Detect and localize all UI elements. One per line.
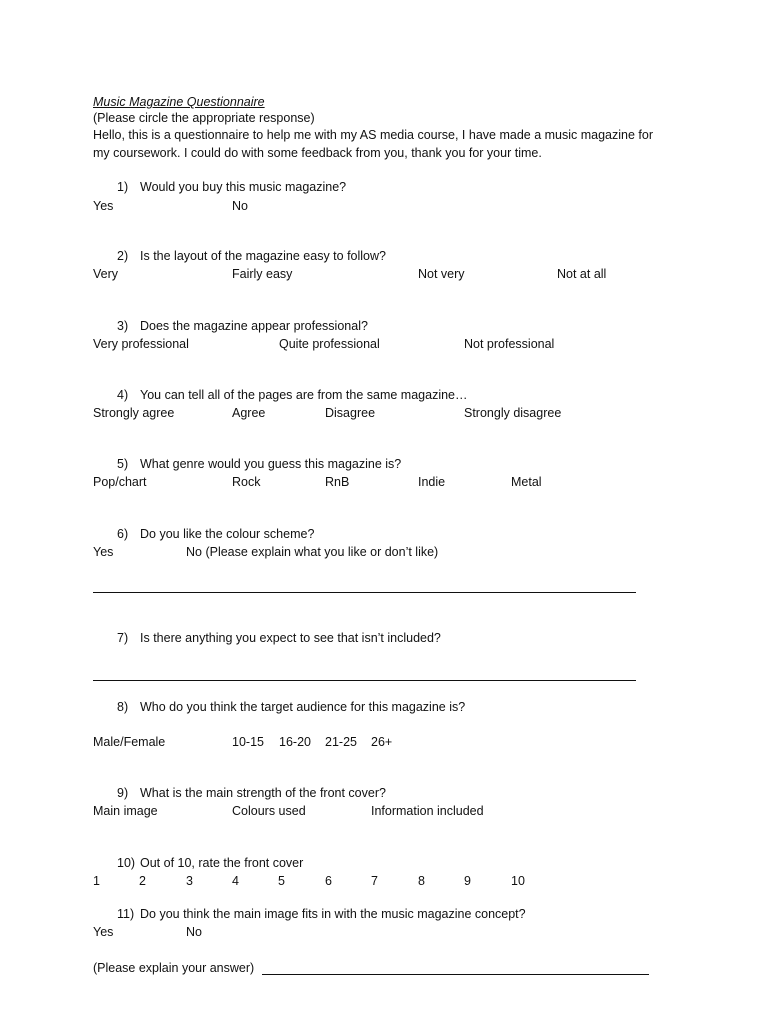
question-10-option-5[interactable]: 5: [278, 874, 285, 888]
question-2-option-very[interactable]: Very: [93, 267, 119, 281]
question-1-option-yes[interactable]: Yes: [93, 199, 114, 213]
question-10-option-8[interactable]: 8: [418, 874, 425, 888]
question-9-option-information-included[interactable]: Information included: [371, 804, 484, 818]
question-5-option-rock[interactable]: Rock: [232, 475, 261, 489]
question-5-option-indie[interactable]: Indie: [418, 475, 446, 489]
question-10-option-9[interactable]: 9: [464, 874, 471, 888]
question-4-number: 4): [117, 388, 129, 402]
question-4-option-strongly-agree[interactable]: Strongly agree: [93, 406, 175, 420]
question-3-number: 3): [117, 319, 129, 333]
question-6-text: Do you like the colour scheme?: [140, 527, 315, 541]
question-8-option-21-25[interactable]: 21-25: [325, 735, 357, 749]
question-3-option-quite-professional[interactable]: Quite professional: [279, 337, 380, 351]
question-8-option-16-20[interactable]: 16-20: [279, 735, 311, 749]
question-5-option-pop-chart[interactable]: Pop/chart: [93, 475, 147, 489]
question-1-text: Would you buy this music magazine?: [140, 180, 347, 194]
question-8-option-26-plus[interactable]: 26+: [371, 735, 393, 749]
question-9-number: 9): [117, 786, 129, 800]
question-7-answer-line[interactable]: [93, 680, 636, 681]
question-3-option-very-professional[interactable]: Very professional: [93, 337, 189, 351]
question-6-answer-line[interactable]: [93, 592, 636, 593]
question-10-option-6[interactable]: 6: [325, 874, 332, 888]
question-11-number: 11): [117, 907, 135, 921]
question-10-option-3[interactable]: 3: [186, 874, 193, 888]
question-5-number: 5): [117, 457, 129, 471]
question-5-option-rnb[interactable]: RnB: [325, 475, 350, 489]
question-2-option-not-at-all[interactable]: Not at all: [557, 267, 607, 281]
question-1-option-no[interactable]: No: [232, 199, 248, 213]
question-10-number: 10): [117, 856, 136, 870]
explain-answer-line[interactable]: [262, 974, 649, 975]
question-11-option-yes[interactable]: Yes: [93, 925, 114, 939]
question-10-text: Out of 10, rate the front cover: [140, 856, 304, 870]
question-8-text: Who do you think the target audience for this magazine is?: [140, 700, 466, 714]
intro-line-1: Hello, this is a questionnaire to help me with my AS media course, I have made a music magazine for: [93, 128, 653, 142]
question-3-option-not-professional[interactable]: Not professional: [464, 337, 555, 351]
document-title: Music Magazine Questionnaire: [93, 95, 265, 109]
question-10-option-10[interactable]: 10: [511, 874, 525, 888]
question-11-option-no[interactable]: No: [186, 925, 202, 939]
question-8-option-male-female[interactable]: Male/Female: [93, 735, 166, 749]
question-10-option-2[interactable]: 2: [139, 874, 146, 888]
question-6-option-no[interactable]: No (Please explain what you like or don’t like): [186, 545, 439, 559]
question-11-text: Do you think the main image fits in with the music magazine concept?: [140, 907, 526, 921]
question-2-option-not-very[interactable]: Not very: [418, 267, 465, 281]
question-2-number: 2): [117, 249, 129, 263]
question-6-option-yes[interactable]: Yes: [93, 545, 114, 559]
question-4-option-agree[interactable]: Agree: [232, 406, 266, 420]
question-4-text: You can tell all of the pages are from the same magazine…: [140, 388, 468, 402]
question-9-option-main-image[interactable]: Main image: [93, 804, 158, 818]
question-7-text: Is there anything you expect to see that isn’t included?: [140, 631, 441, 645]
question-5-option-metal[interactable]: Metal: [511, 475, 542, 489]
question-6-number: 6): [117, 527, 129, 541]
question-2-option-fairly-easy[interactable]: Fairly easy: [232, 267, 293, 281]
question-10-option-1[interactable]: 1: [93, 874, 100, 888]
question-1-number: 1): [117, 180, 129, 194]
question-4-option-strongly-disagree[interactable]: Strongly disagree: [464, 406, 562, 420]
question-5-text: What genre would you guess this magazine is?: [140, 457, 402, 471]
question-10-option-4[interactable]: 4: [232, 874, 239, 888]
instruction-text: (Please circle the appropriate response): [93, 111, 315, 125]
question-8-number: 8): [117, 700, 129, 714]
question-2-text: Is the layout of the magazine easy to follow?: [140, 249, 386, 263]
question-3-text: Does the magazine appear professional?: [140, 319, 368, 333]
question-4-option-disagree[interactable]: Disagree: [325, 406, 376, 420]
question-8-option-10-15[interactable]: 10-15: [232, 735, 264, 749]
explain-answer-label: (Please explain your answer): [93, 961, 255, 975]
question-10-option-7[interactable]: 7: [371, 874, 378, 888]
intro-line-2: my coursework. I could do with some feedback from you, thank you for your time.: [93, 146, 542, 160]
question-9-text: What is the main strength of the front cover?: [140, 786, 386, 800]
question-7-number: 7): [117, 631, 129, 645]
question-9-option-colours-used[interactable]: Colours used: [232, 804, 306, 818]
